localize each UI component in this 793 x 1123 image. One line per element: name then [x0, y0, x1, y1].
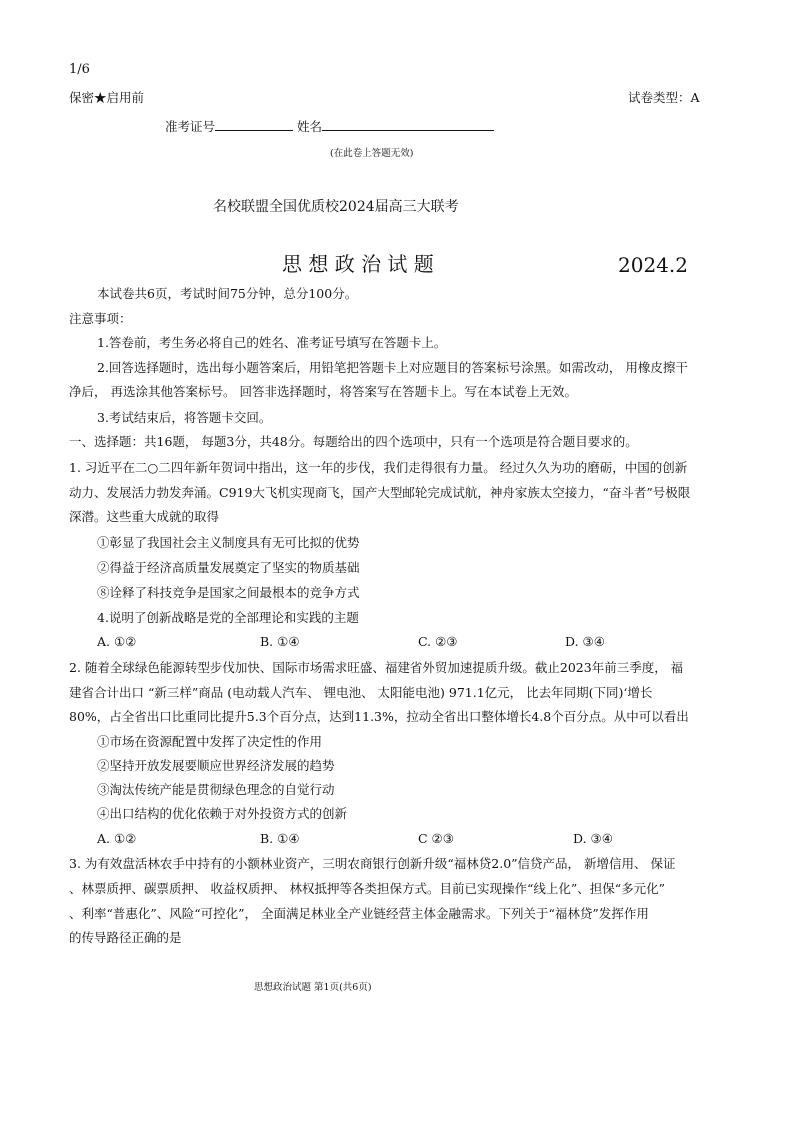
page-marker: 1/6 [69, 62, 90, 77]
exam-id-label: 准考证号 [165, 119, 216, 134]
q2-line3: 80%，占全省出口比重同比提升5.3个百分点，达到11.3%，拉动全省出口整体增长4.8个百分点。从中可以看出 [69, 709, 689, 724]
q1-option-a: A. ①② [97, 634, 137, 649]
exam-org: 名校联盟全国优质校2024届高三大联考 [213, 199, 459, 215]
q2-item-4: ④出口结构的优化依赖于对外投资方式的创新 [97, 806, 348, 821]
q1-option-c: C. ②③ [418, 634, 458, 649]
q2-item-3: ③淘汰传统产能是贯彻绿色理念的自觉行动 [97, 782, 335, 797]
q1-option-d: D. ③④ [565, 634, 605, 649]
exam-id-field[interactable] [215, 117, 293, 131]
notes-title: 注意事项： [69, 311, 132, 326]
note-3: 3.考试结束后，将答题卡交回。 [97, 410, 272, 425]
q1-item-1: ①彰显了我国社会主义制度具有无可比拟的优势 [97, 535, 360, 550]
q1-item-3: ⑧诠释了科技竞争是国家之间最根本的竞争方式 [97, 585, 360, 600]
q2-line1: 2. 随着全球绿色能源转型步伐加快、国际市场需求旺盛、福建省外贸加速提质升级。截止2023年前三季度， 福 [69, 660, 684, 675]
q2-line2: 建省合计出口 “新三样”商品 (电动载人汽车、 锂电池、 太阳能电池) 971.1亿元， 比去年同期(下同)‘增长 [69, 685, 653, 700]
q1-item-4: 4.说明了创新战略是党的全部理论和实践的主题 [97, 610, 359, 625]
q1-line3: 深潜。这些重大成就的取得 [69, 509, 220, 524]
note-2-line2: 净后， 再选涂其他答案标号。 回答非选择题时，将答案写在答题卡上。写在本试卷上无效。 [69, 384, 577, 399]
note-1: 1.答卷前，考生务必将自己的姓名、准考证号填写在答题卡上。 [97, 335, 447, 350]
q2-option-b: B. ①④ [260, 831, 300, 846]
q2-option-a: A. ①② [97, 831, 137, 846]
section-heading: 一、选择题：共16题， 每题3分，共48分。每题给出的四个选项中，只有一个选项是符合题目要求的。 [69, 434, 638, 449]
q2-option-c: C ②③ [418, 831, 454, 846]
q1-line2: 动力、发展活力勃发奔涌。C919大飞机实现商飞，国产大型邮轮完成试航，神舟家族太空接力，“奋斗者”号极限 [69, 485, 691, 500]
exam-subject-title: 思 想 政 治 试 题 [282, 252, 434, 276]
q3-line4: 的传导路径正确的是 [69, 930, 182, 945]
exam-date: 2024.2 [618, 253, 688, 277]
q2-option-d: D. ③④ [573, 831, 613, 846]
q1-option-b: B. ①④ [260, 634, 300, 649]
name-field[interactable] [322, 117, 494, 131]
q3-line3: 、利率“普惠化”、风险“可控化”， 全面满足林业全产业链经营主体金融需求。下列关于“福林贷”发挥作用 [69, 906, 649, 921]
q1-item-2: ②得益于经济高质量发展奠定了坚实的物质基础 [97, 560, 360, 575]
candidate-info-line [165, 117, 494, 135]
intro-text: 本试卷共6页，考试时间75分钟，总分100分。 [97, 286, 358, 301]
name-label: 姓名 [297, 119, 323, 134]
page-footer: 思想政治试题 第1页(共6页) [254, 982, 372, 993]
answer-notice: (在此卷上答题无效) [330, 148, 414, 159]
q3-line2: 、林票质押、碳票质押、 收益权质押、 林权抵押等各类担保方式。目前已实现操作“线上化”、担保“多元化” [69, 881, 666, 896]
paper-type: 试卷类型：A [628, 90, 700, 105]
q1-line1: 1. 习近平在二○二四年新年贺词中指出，这一年的步伐，我们走得很有力量。 经过久久为功的磨砺，中国的创新 [69, 460, 688, 475]
q2-item-1: ①市场在资源配置中发挥了决定性的作用 [97, 734, 323, 749]
q3-line1: 3. 为有效盘活林农手中持有的小额林业资产，三明农商银行创新升级“福林贷2.0”信贷产品， 新增信用、 保证 [69, 856, 676, 871]
secret-label: 保密★启用前 [69, 90, 145, 105]
q2-item-2: ②坚持开放发展要顺应世界经济发展的趋势 [97, 758, 335, 773]
note-2-line1: 2.回答选择题时，选出每小题答案后，用铅笔把答题卡上对应题目的答案标号涂黑。如需改动， 用橡皮擦干 [97, 360, 688, 375]
